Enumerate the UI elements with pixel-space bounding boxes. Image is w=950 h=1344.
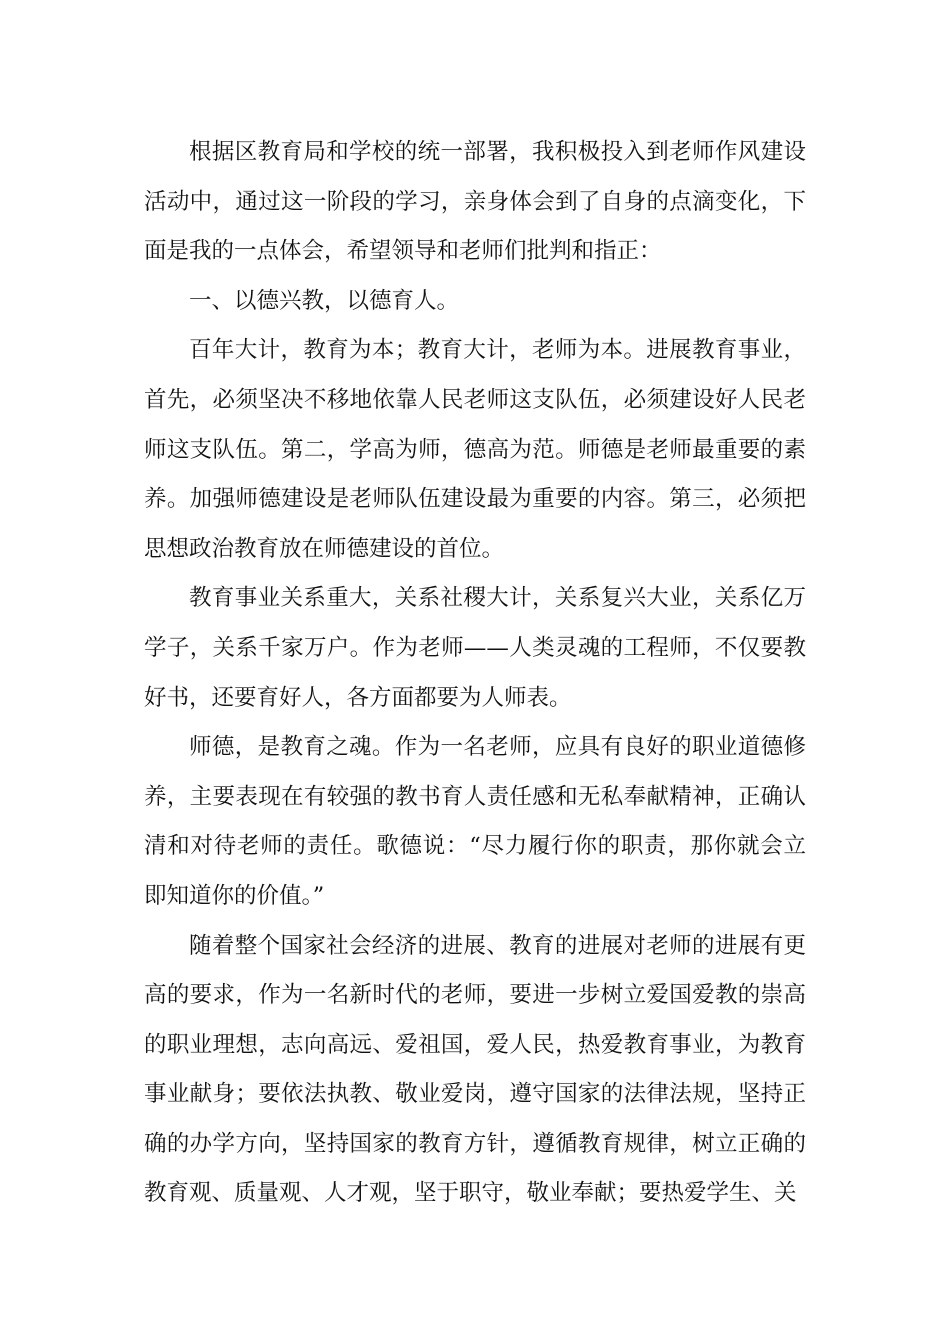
paragraph-education-importance: 教育事业关系重大，关系社稷大计，关系复兴大业，关系亿万学子，关系千家万户。作为老师——人类灵魂的工程师，不仅要教好书，还要育好人，各方面都要为人师表。 (144, 585, 806, 711)
paragraph-new-era-teacher: 随着整个国家社会经济的进展、教育的进展对老师的进展有更高的要求，作为一名新时代的老师，要进一步树立爱国爱教的崇高的职业理想，志向高远、爱祖国，爱人民，热爱教育事业，为教育事业献身；要依法执教、敬业爱岗，遵守国家的法律法规，坚持正确的办学方向，坚持国家的教育方针，遵循教育规律，树立正确的教育观、质量观、人才观，坚于职守，敬业奉献；要热爱学生、关 (144, 932, 806, 1207)
paragraph-intro: 根据区教育局和学校的统一部署，我积极投入到老师作风建设活动中，通过这一阶段的学习，亲身体会到了自身的点滴变化，下面是我的一点体会，希望领导和老师们批判和指正： (144, 139, 806, 265)
document-body (144, 128, 806, 1219)
section-heading: 一、以德兴教，以德育人。 (189, 287, 460, 314)
paragraph-teacher-ethics: 师德，是教育之魂。作为一名老师，应具有良好的职业道德修养，主要表现在有较强的教书育人责任感和无私奉献精神，正确认清和对待老师的责任。歌德说：“尽力履行你的职责，那你就会立即知道你的价值。” (144, 734, 806, 909)
paragraph-education-foundation: 百年大计，教育为本；教育大计，老师为本。进展教育事业，首先，必须坚决不移地依靠人民老师这支队伍，必须建设好人民老师这支队伍。第二，学高为师，德高为范。师德是老师最重要的素养。加强师德建设是老师队伍建设最为重要的内容。第三，必须把思想政治教育放在师德建设的首位。 (144, 337, 806, 562)
